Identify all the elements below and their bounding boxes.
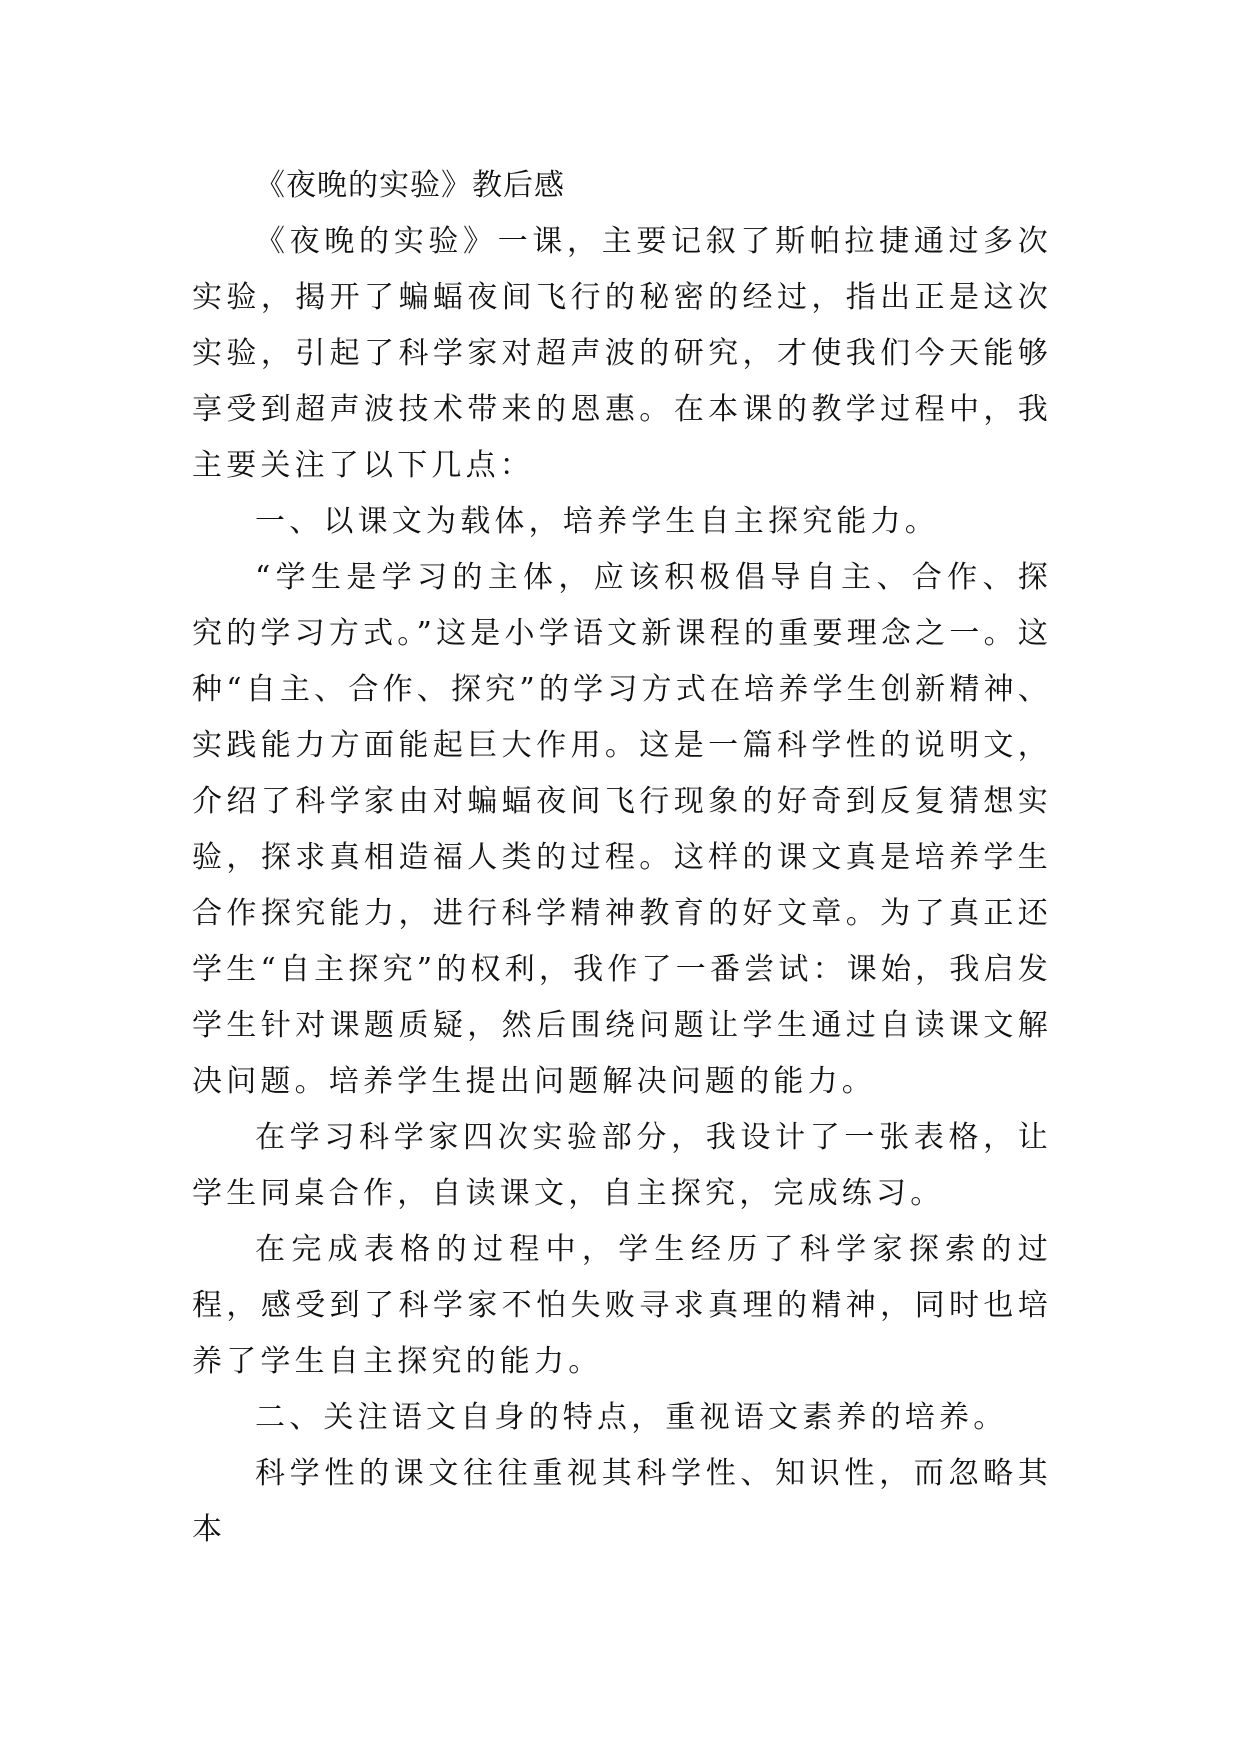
paragraph-science-texts: 科学性的课文往往重视其科学性、知识性，而忽略其本 xyxy=(192,1456,1052,1547)
paragraph-table-design: 在学习科学家四次实验部分，我设计了一张表格，让学生同桌合作，自读课文，自主探究，完成练习。 xyxy=(192,1120,1052,1211)
document-title: 《夜晚的实验》教后感 xyxy=(255,168,565,203)
paragraph-intro: 《夜晚的实验》一课，主要记叙了斯帕拉捷通过多次实验，揭开了蝙蝠夜间飞行的秘密的经过，指出正是这次实验，引起了科学家对超声波的研究，才使我们今天能够享受到超声波技术带来的恩惠。在本课的教学过程中，我主要关注了以下几点： xyxy=(192,224,1052,483)
section-heading-2: 二、关注语文自身的特点，重视语文素养的培养。 xyxy=(255,1400,1008,1435)
paragraph-table-outcome: 在完成表格的过程中，学生经历了科学家探索的过程，感受到了科学家不怕失败寻求真理的精神，同时也培养了学生自主探究的能力。 xyxy=(192,1232,1052,1379)
paragraph-autonomous-inquiry: “学生是学习的主体，应该积极倡导自主、合作、探究的学习方式。”这是小学语文新课程的重要理念之一。这种“自主、合作、探究”的学习方式在培养学生创新精神、实践能力方面能起巨大作用。这是一篇科学性的说明文，介绍了科学家由对蝙蝠夜间飞行现象的好奇到反复猜想实验，探求真相造福人类的过程。这样的课文真是培养学生合作探究能力，进行科学精神教育的好文章。为了真正还学生“自主探究”的权利，我作了一番尝试：课始，我启发学生针对课题质疑，然后围绕问题让学生通过自读课文解决问题。培养学生提出问题解决问题的能力。 xyxy=(192,560,1052,1099)
document-body xyxy=(192,158,1052,1558)
section-heading-1: 一、以课文为载体，培养学生自主探究能力。 xyxy=(255,504,939,539)
